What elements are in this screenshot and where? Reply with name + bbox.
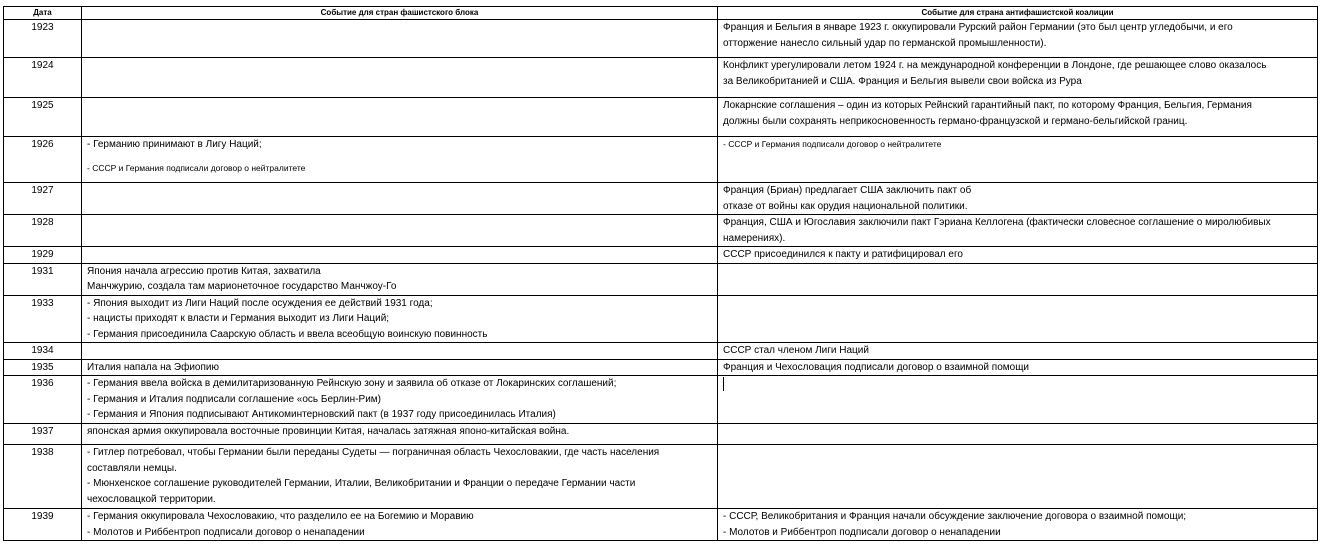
fascist-cell[interactable] <box>82 20 718 58</box>
date-cell: 1929 <box>4 247 82 264</box>
antifascist-cell[interactable] <box>718 183 1318 215</box>
antifascist-cell[interactable] <box>718 376 1318 424</box>
cell-line: Франция (Бриан) предлагает США заключить пакт об <box>723 185 972 196</box>
table-row <box>4 359 1318 376</box>
cell-line: - СССР, Великобритания и Франция начали обсуждение заключение договора о взаимной помощи; <box>723 511 1187 522</box>
cell-line: - СССР и Германия подписали договор о нейтралитете <box>723 139 942 149</box>
header-fascist: Событие для стран фашистского блока <box>82 7 718 20</box>
cell-line: Италия напала на Эфиопию <box>87 361 219 373</box>
cell-line: Франция, США и Югославия заключили пакт Гэриана Келлогена (фактически словесное соглашение о миролюбивых <box>723 217 1271 228</box>
fascist-cell[interactable] <box>82 509 718 541</box>
date-cell: 1928 <box>4 215 82 247</box>
antifascist-cell[interactable] <box>718 98 1318 137</box>
date-cell: 1924 <box>4 58 82 98</box>
cell-line: - Германию принимают в Лигу Наций; <box>87 139 262 150</box>
fascist-cell[interactable] <box>82 263 718 295</box>
antifascist-cell[interactable] <box>718 295 1318 343</box>
header-date: Дата <box>4 7 82 20</box>
date-cell: 1923 <box>4 20 82 58</box>
line-gap <box>87 153 712 161</box>
antifascist-cell[interactable] <box>718 247 1318 264</box>
antifascist-cell[interactable] <box>718 424 1318 445</box>
cell-line: - Молотов и Риббентроп подписали договор о ненападении <box>87 526 365 538</box>
cell-line: отказе от войны как орудия национальной политики. <box>723 200 968 212</box>
cell-line: за Великобританией и США. Франция и Бельгия вывели свои войска из Рура <box>723 75 1082 87</box>
cell-line: Конфликт урегулировали летом 1924 г. на международной конференции в Лондоне, где решающее слово оказалось <box>723 60 1267 71</box>
table-row <box>4 263 1318 295</box>
cell-line: Франция и Чехословация подписали договор о взаимной помощи <box>723 361 1030 373</box>
antifascist-cell[interactable] <box>718 359 1318 376</box>
cell-line: - Япония выходит из Лиги Наций после осуждения ее действий 1931 года; <box>87 297 433 309</box>
fascist-cell[interactable] <box>82 215 718 247</box>
date-cell: 1935 <box>4 359 82 376</box>
fascist-cell[interactable] <box>82 183 718 215</box>
table-row <box>4 376 1318 424</box>
cell-line: СССР стал членом Лиги Наций <box>723 345 869 356</box>
antifascist-cell[interactable] <box>718 137 1318 183</box>
cell-line: чехословацкой территории. <box>87 493 216 505</box>
header-antifascist: Событие для страна антифашистской коалиции <box>718 7 1318 20</box>
cell-line: - Гитлер потребовал, чтобы Германии были переданы Судеты — пограничная область Чехословакии, где часть населения <box>87 447 660 458</box>
antifascist-cell[interactable] <box>718 263 1318 295</box>
cell-line: японская армия оккупировала восточные провинции Китая, началась затяжная японо-китайская война. <box>87 426 570 437</box>
fascist-cell[interactable] <box>82 376 718 424</box>
fascist-cell[interactable] <box>82 424 718 445</box>
table-row <box>4 424 1318 445</box>
table-row <box>4 445 1318 509</box>
date-cell: 1934 <box>4 343 82 360</box>
date-cell: 1936 <box>4 376 82 424</box>
cell-line: - Германия оккупировала Чехословакию, что разделило ее на Богемию и Моравию <box>87 511 474 522</box>
cell-line: - Германия и Япония подписывают Антикоминтерновский пакт (в 1937 году присоединилась Италия) <box>87 409 556 420</box>
table-row <box>4 509 1318 541</box>
cell-line: СССР присоединился к пакту и ратифицировал его <box>723 249 963 260</box>
cell-line: - Мюнхенское соглашение руководителей Германии, Италии, Великобритании и Франции о передаче Германии части <box>87 478 636 489</box>
table-row <box>4 215 1318 247</box>
table-row <box>4 183 1318 215</box>
date-cell: 1939 <box>4 509 82 541</box>
cell-line: отторжение нанесло сильный удар по германской промышленности). <box>723 37 1047 49</box>
date-cell: 1938 <box>4 445 82 509</box>
cell-line: Локарнские соглашения – один из которых Рейнский гарантийный пакт, по которому Франция, Бельгия, Германия <box>723 100 1252 111</box>
date-cell: 1926 <box>4 137 82 183</box>
antifascist-cell[interactable] <box>718 58 1318 98</box>
table-row <box>4 137 1318 183</box>
cell-line: составляли немцы. <box>87 462 177 474</box>
antifascist-cell[interactable] <box>718 20 1318 58</box>
events-table <box>3 6 1318 541</box>
cell-line: - СССР и Германия подписали договор о нейтралитете <box>87 162 306 173</box>
antifascist-cell[interactable] <box>718 445 1318 509</box>
cell-line: должны были сохранять неприкосновенность германо-французской и германо-бельгийской границ. <box>723 115 1188 127</box>
fascist-cell[interactable] <box>82 295 718 343</box>
cell-line: - Германия и Италия подписали соглашение «ось Берлин-Рим) <box>87 393 381 405</box>
fascist-cell[interactable] <box>82 359 718 376</box>
cell-line: - Германия присоединила Саарскую область и ввела всеобщую воинскую повинность <box>87 328 488 340</box>
fascist-cell[interactable] <box>82 247 718 264</box>
antifascist-cell[interactable] <box>718 509 1318 541</box>
fascist-cell[interactable] <box>82 98 718 137</box>
header-row <box>4 7 1318 20</box>
fascist-cell[interactable] <box>82 445 718 509</box>
table-row <box>4 343 1318 360</box>
date-cell: 1931 <box>4 263 82 295</box>
text-cursor <box>723 377 724 391</box>
fascist-cell[interactable] <box>82 58 718 98</box>
date-cell: 1925 <box>4 98 82 137</box>
fascist-cell[interactable] <box>82 343 718 360</box>
cell-line: намерениях). <box>723 232 786 244</box>
date-cell: 1927 <box>4 183 82 215</box>
cell-line: - нацисты приходят к власти и Германия выходит из Лиги Наций; <box>87 313 390 324</box>
fascist-cell[interactable] <box>82 137 718 183</box>
date-cell: 1933 <box>4 295 82 343</box>
table-row <box>4 295 1318 343</box>
cell-line: Манчжурию, создала там марионеточное государство Манчжоу-Го <box>87 281 397 292</box>
cell-line: Япония начала агрессию против Китая, захватила <box>87 265 321 277</box>
cell-line: Франция и Бельгия в январе 1923 г. оккупировали Рурский район Германии (это был центр угледобычи, и его <box>723 22 1233 33</box>
table-row <box>4 98 1318 137</box>
antifascist-cell[interactable] <box>718 343 1318 360</box>
antifascist-cell[interactable] <box>718 215 1318 247</box>
table-row <box>4 20 1318 58</box>
table-row <box>4 247 1318 264</box>
table-row <box>4 58 1318 98</box>
cell-line: - Молотов и Риббентроп подписали договор о ненападении <box>723 526 1001 538</box>
cell-line: - Германия ввела войска в демилитаризованную Рейнскую зону и заявила об отказе от Локаринских соглашений; <box>87 378 617 389</box>
date-cell: 1937 <box>4 424 82 445</box>
